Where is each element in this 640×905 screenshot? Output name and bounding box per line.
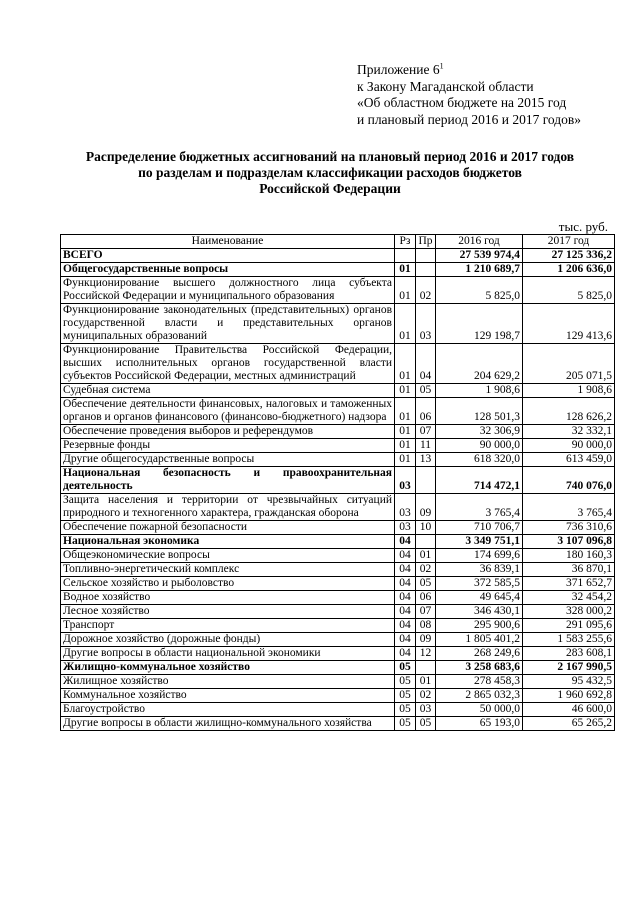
cell-rz: 04: [395, 577, 416, 591]
cell-y2016: 268 249,6: [436, 647, 523, 661]
cell-y2016: 3 349 751,1: [436, 535, 523, 549]
table-row: [61, 689, 615, 703]
cell-y2016: 129 198,7: [436, 304, 523, 344]
table-header-row: [61, 235, 615, 249]
cell-name: Функционирование Правительства Российской Федерации, высших исполнительных органов государственной власти субъектов Российской Федерации, местных администраций: [61, 344, 395, 384]
cell-pr: 06: [416, 398, 436, 425]
table-row: [61, 703, 615, 717]
cell-y2017: 65 265,2: [523, 717, 615, 731]
cell-rz: 05: [395, 689, 416, 703]
cell-y2016: 50 000,0: [436, 703, 523, 717]
cell-pr: 07: [416, 605, 436, 619]
cell-y2017: 5 825,0: [523, 277, 615, 304]
cell-rz: 04: [395, 647, 416, 661]
cell-y2017: 1 583 255,6: [523, 633, 615, 647]
table-section-row: [61, 263, 615, 277]
cell-pr: 09: [416, 494, 436, 521]
cell-y2017: 205 071,5: [523, 344, 615, 384]
cell-y2016: 295 900,6: [436, 619, 523, 633]
cell-y2016: 32 306,9: [436, 425, 523, 439]
cell-y2016: 1 908,6: [436, 384, 523, 398]
cell-y2016: 27 539 974,4: [436, 249, 523, 263]
cell-rz: 01: [395, 263, 416, 277]
cell-pr: 02: [416, 563, 436, 577]
table-section-row: [61, 467, 615, 494]
table-section-row: [61, 249, 615, 263]
cell-y2016: 1 805 401,2: [436, 633, 523, 647]
cell-name: Защита населения и территории от чрезвычайных ситуаций природного и техногенного характера, гражданская оборона: [61, 494, 395, 521]
cell-pr: 12: [416, 647, 436, 661]
table-row: [61, 633, 615, 647]
cell-rz: 04: [395, 633, 416, 647]
table-section-row: [61, 661, 615, 675]
cell-y2017: 291 095,6: [523, 619, 615, 633]
cell-name: Топливно-энергетический комплекс: [61, 563, 395, 577]
cell-name: Обеспечение деятельности финансовых, налоговых и таможенных органов и органов финансового (финансово-бюджетного) надзора: [61, 398, 395, 425]
cell-name: Лесное хозяйство: [61, 605, 395, 619]
cell-name: Водное хозяйство: [61, 591, 395, 605]
appendix-line-4: и плановый период 2016 и 2017 годов»: [357, 111, 582, 127]
cell-pr: 04: [416, 344, 436, 384]
table-row: [61, 619, 615, 633]
cell-y2017: 736 310,6: [523, 521, 615, 535]
document-title: [30, 149, 630, 197]
cell-rz: 01: [395, 439, 416, 453]
table-row: [61, 453, 615, 467]
appendix-line-2: к Закону Магаданской области: [357, 78, 534, 94]
table-row: [61, 494, 615, 521]
cell-y2017: 328 000,2: [523, 605, 615, 619]
cell-y2016: 128 501,3: [436, 398, 523, 425]
cell-y2017: 27 125 336,2: [523, 249, 615, 263]
cell-pr: 02: [416, 277, 436, 304]
cell-y2017: 1 908,6: [523, 384, 615, 398]
cell-rz: 04: [395, 591, 416, 605]
cell-pr: 10: [416, 521, 436, 535]
cell-rz: 04: [395, 605, 416, 619]
cell-rz: 01: [395, 453, 416, 467]
cell-y2017: 740 076,0: [523, 467, 615, 494]
cell-rz: [395, 249, 416, 263]
cell-name: Национальная безопасность и правоохранительная деятельность: [61, 467, 395, 494]
cell-y2016: 710 706,7: [436, 521, 523, 535]
cell-name: Другие вопросы в области жилищно-коммунального хозяйства: [61, 717, 395, 731]
cell-pr: [416, 661, 436, 675]
units-label: тыс. руб.: [558, 219, 608, 234]
cell-rz: 03: [395, 521, 416, 535]
title-line-2: по разделам и подразделам классификации расходов бюджетов: [138, 165, 522, 180]
cell-y2017: 95 432,5: [523, 675, 615, 689]
table-row: [61, 398, 615, 425]
cell-rz: 04: [395, 619, 416, 633]
cell-pr: [416, 467, 436, 494]
table-row: [61, 439, 615, 453]
cell-pr: 03: [416, 703, 436, 717]
cell-pr: [416, 263, 436, 277]
appendix-number: Приложение 6: [357, 62, 440, 77]
cell-name: Дорожное хозяйство (дорожные фонды): [61, 633, 395, 647]
cell-name: Национальная экономика: [61, 535, 395, 549]
header-name: Наименование: [61, 235, 395, 249]
table-row: [61, 384, 615, 398]
header-2017: 2017 год: [523, 235, 615, 249]
cell-pr: [416, 249, 436, 263]
appendix-line-3: «Об областном бюджете на 2015 год: [357, 95, 567, 110]
table-row: [61, 304, 615, 344]
cell-y2017: 129 413,6: [523, 304, 615, 344]
cell-y2017: 613 459,0: [523, 453, 615, 467]
cell-y2016: 278 458,3: [436, 675, 523, 689]
cell-name: Жилищное хозяйство: [61, 675, 395, 689]
cell-rz: 05: [395, 717, 416, 731]
cell-name: Резервные фонды: [61, 439, 395, 453]
cell-pr: [416, 535, 436, 549]
cell-y2017: 32 454,2: [523, 591, 615, 605]
table-row: [61, 563, 615, 577]
cell-y2017: 371 652,7: [523, 577, 615, 591]
cell-y2016: 49 645,4: [436, 591, 523, 605]
cell-y2016: 36 839,1: [436, 563, 523, 577]
cell-y2017: 1 206 636,0: [523, 263, 615, 277]
cell-pr: 02: [416, 689, 436, 703]
appendix-header: [357, 62, 581, 128]
cell-rz: 03: [395, 494, 416, 521]
cell-rz: 05: [395, 675, 416, 689]
cell-name: Транспорт: [61, 619, 395, 633]
cell-pr: 08: [416, 619, 436, 633]
cell-y2017: 2 167 990,5: [523, 661, 615, 675]
cell-rz: 01: [395, 344, 416, 384]
cell-name: Общеэкономические вопросы: [61, 549, 395, 563]
cell-y2016: 372 585,5: [436, 577, 523, 591]
table-row: [61, 577, 615, 591]
table-row: [61, 549, 615, 563]
cell-name: Функционирование законодательных (представительных) органов государственной власти и представительных органов муниципальных образований: [61, 304, 395, 344]
cell-y2017: 3 765,4: [523, 494, 615, 521]
cell-pr: 05: [416, 577, 436, 591]
cell-pr: 01: [416, 549, 436, 563]
cell-y2017: 1 960 692,8: [523, 689, 615, 703]
cell-rz: 01: [395, 304, 416, 344]
cell-y2016: 3 765,4: [436, 494, 523, 521]
cell-name: Судебная система: [61, 384, 395, 398]
cell-name: Обеспечение пожарной безопасности: [61, 521, 395, 535]
cell-rz: 04: [395, 535, 416, 549]
cell-rz: 01: [395, 425, 416, 439]
cell-pr: 01: [416, 675, 436, 689]
cell-y2016: 174 699,6: [436, 549, 523, 563]
cell-y2017: 46 600,0: [523, 703, 615, 717]
appendix-line-1: [357, 62, 581, 79]
table-row: [61, 675, 615, 689]
table-row: [61, 425, 615, 439]
cell-rz: 05: [395, 661, 416, 675]
header-pr: Пр: [416, 235, 436, 249]
table-section-row: [61, 535, 615, 549]
cell-rz: 05: [395, 703, 416, 717]
header-2016: 2016 год: [436, 235, 523, 249]
cell-y2016: 3 258 683,6: [436, 661, 523, 675]
cell-rz: 03: [395, 467, 416, 494]
table-row: [61, 591, 615, 605]
table-row: [61, 605, 615, 619]
table-body: [61, 249, 615, 731]
cell-y2017: 90 000,0: [523, 439, 615, 453]
cell-y2016: 65 193,0: [436, 717, 523, 731]
cell-pr: 05: [416, 384, 436, 398]
cell-rz: 01: [395, 398, 416, 425]
cell-y2017: 180 160,3: [523, 549, 615, 563]
cell-pr: 07: [416, 425, 436, 439]
cell-rz: 01: [395, 277, 416, 304]
cell-y2016: 2 865 032,3: [436, 689, 523, 703]
cell-rz: 04: [395, 549, 416, 563]
cell-rz: 04: [395, 563, 416, 577]
cell-name: Благоустройство: [61, 703, 395, 717]
cell-pr: 06: [416, 591, 436, 605]
cell-y2017: 32 332,1: [523, 425, 615, 439]
table-row: [61, 344, 615, 384]
appendix-superscript: 1: [439, 61, 444, 71]
table-row: [61, 647, 615, 661]
title-line-3: Российской Федерации: [259, 181, 401, 196]
cell-y2016: 204 629,2: [436, 344, 523, 384]
cell-name: Функционирование высшего должностного лица субъекта Российской Федерации и муниципального образования: [61, 277, 395, 304]
cell-name: ВСЕГО: [61, 249, 395, 263]
cell-y2017: 36 870,1: [523, 563, 615, 577]
cell-pr: 05: [416, 717, 436, 731]
table-row: [61, 717, 615, 731]
cell-y2017: 283 608,1: [523, 647, 615, 661]
cell-y2016: 5 825,0: [436, 277, 523, 304]
cell-y2017: 128 626,2: [523, 398, 615, 425]
budget-table: [60, 234, 615, 731]
cell-y2017: 3 107 096,8: [523, 535, 615, 549]
table-row: [61, 521, 615, 535]
cell-pr: 09: [416, 633, 436, 647]
cell-y2016: 346 430,1: [436, 605, 523, 619]
cell-name: Обеспечение проведения выборов и референдумов: [61, 425, 395, 439]
header-rz: Рз: [395, 235, 416, 249]
cell-pr: 13: [416, 453, 436, 467]
cell-name: Сельское хозяйство и рыболовство: [61, 577, 395, 591]
cell-y2016: 618 320,0: [436, 453, 523, 467]
cell-rz: 01: [395, 384, 416, 398]
cell-name: Жилищно-коммунальное хозяйство: [61, 661, 395, 675]
cell-name: Другие вопросы в области национальной экономики: [61, 647, 395, 661]
cell-pr: 03: [416, 304, 436, 344]
cell-name: Коммунальное хозяйство: [61, 689, 395, 703]
table-row: [61, 277, 615, 304]
cell-y2016: 714 472,1: [436, 467, 523, 494]
title-line-1: Распределение бюджетных ассигнований на плановый период 2016 и 2017 годов: [85, 149, 575, 164]
cell-name: Другие общегосударственные вопросы: [61, 453, 395, 467]
cell-y2016: 90 000,0: [436, 439, 523, 453]
cell-name: Общегосударственные вопросы: [61, 263, 395, 277]
cell-pr: 11: [416, 439, 436, 453]
cell-y2016: 1 210 689,7: [436, 263, 523, 277]
